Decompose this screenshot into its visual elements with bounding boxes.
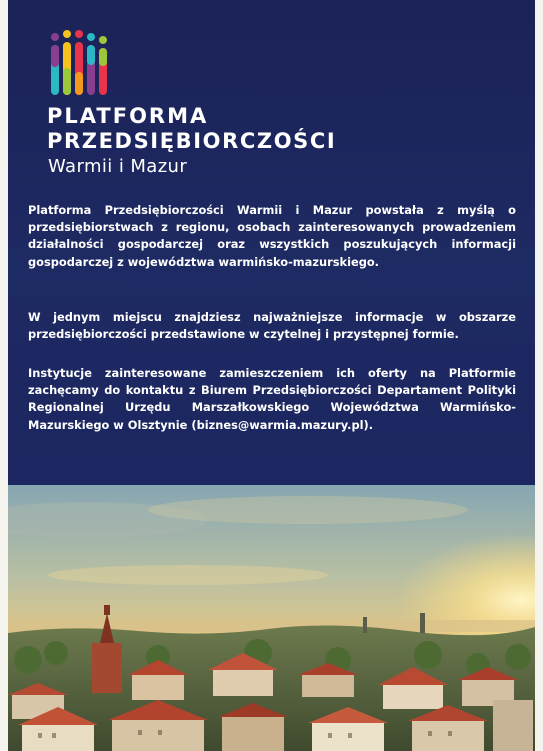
info-paragraph: W jednym miejscu znajdziesz najważniejsze informacje w obszarze przedsiębiorczości przedstawione w czytelnej i przystępnej formie. [28, 310, 516, 342]
colorful-figures-logo-icon [48, 28, 110, 100]
logo-title-line2: PRZEDSIĘBIORCZOŚCI [47, 129, 337, 153]
intro-paragraph: Platforma Przedsiębiorczości Warmii i Mazur powstała z myślą o przedsiębiorstwach z regionu, osobach zainteresowanych prowadzeniem działalności gospodarczej oraz wszystkich poszukujących informacji gospodarczej z województwa warmińsko-mazurskiego. [28, 203, 516, 269]
contact-paragraph: Instytucje zainteresowane zamieszczeniem ich oferty na Platformie zachęcamy do kontaktu z Biurem Przedsiębiorczości Departament Polityki Regionalnej Urzędu Marszałkowskiego Województwa Warmińsko-Mazurskiego w Olsztynie (biznes@warmia.mazury.pl). [28, 366, 516, 432]
city-panorama-sunset-photo [8, 485, 535, 751]
brochure-page [8, 0, 535, 751]
logo-title-line1: PLATFORMA [47, 104, 209, 128]
logo-subtitle: Warmii i Mazur [48, 156, 188, 177]
blue-panel [8, 0, 535, 485]
